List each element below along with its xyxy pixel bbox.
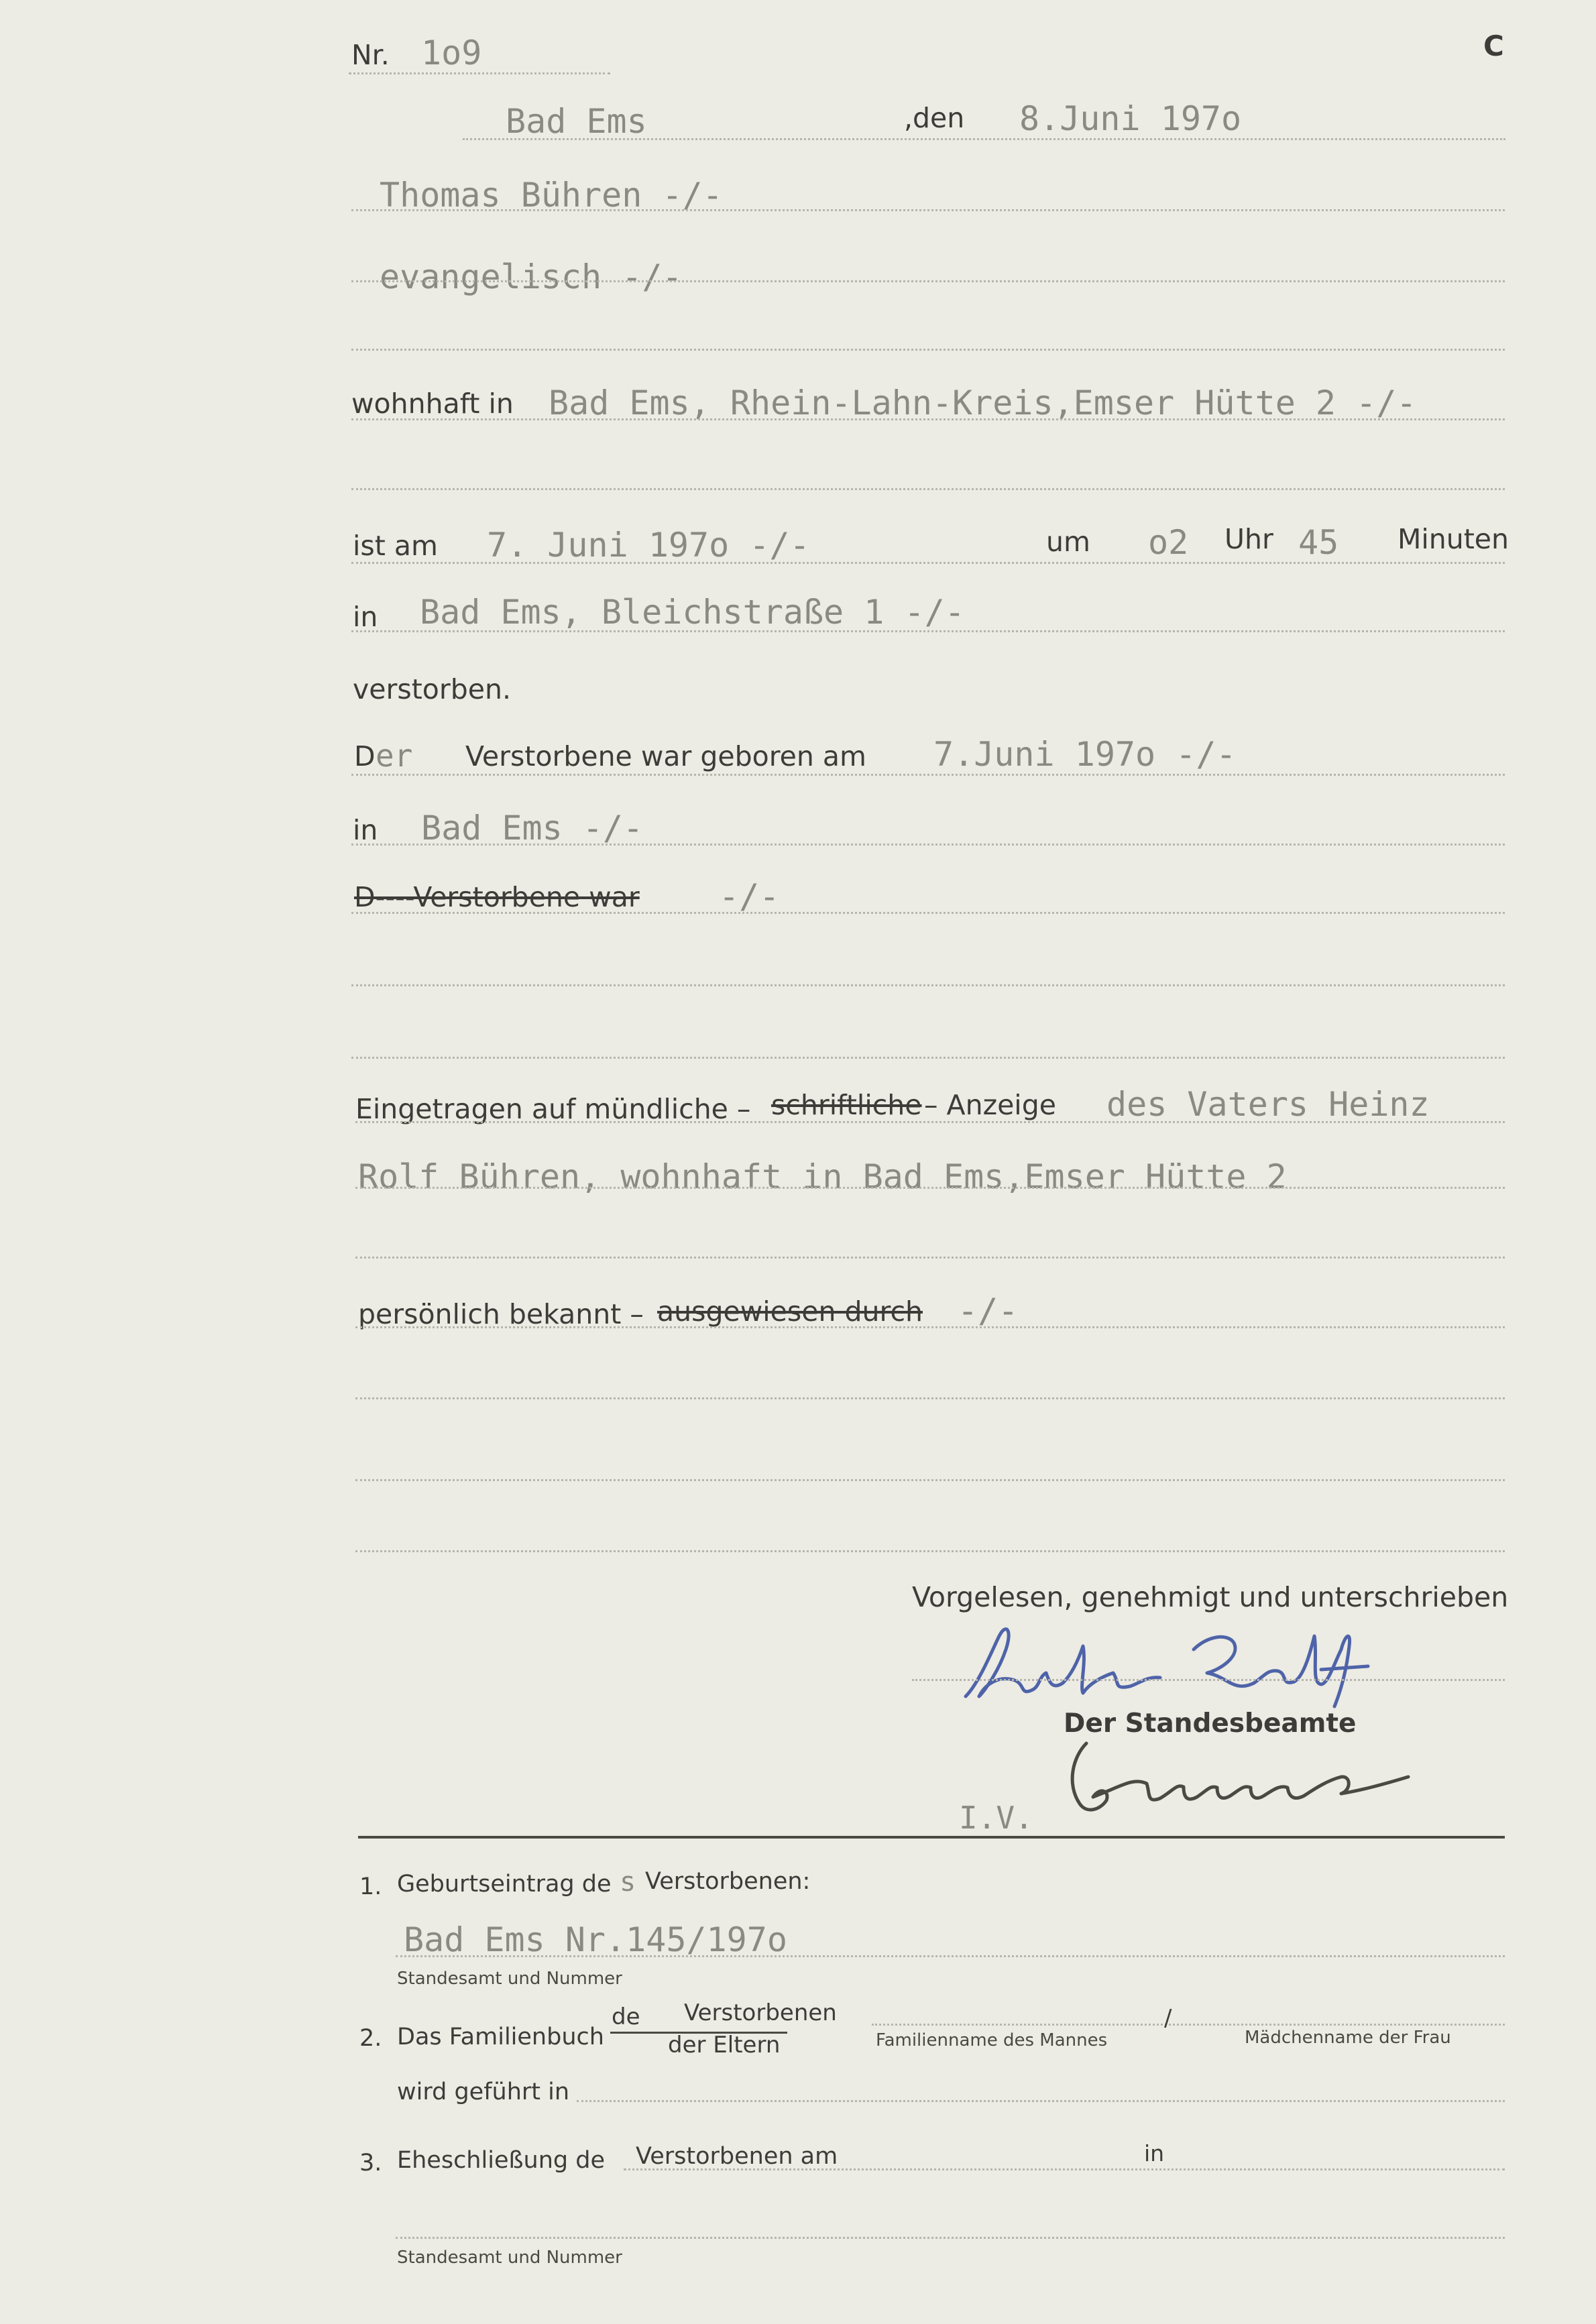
marriage-line xyxy=(624,2168,1505,2170)
um-label: um xyxy=(1046,526,1090,558)
family-book-verstorbenen: Verstorbenen xyxy=(684,1999,837,2026)
note-1-typed: s xyxy=(620,1867,636,1898)
birth-entry-line xyxy=(396,1955,1505,1957)
struck-line xyxy=(351,912,1505,914)
name-line xyxy=(351,209,1505,211)
birth-place-line xyxy=(351,844,1505,846)
family-book-names-line xyxy=(872,2024,1505,2026)
note-1-label-b: Verstorbenen: xyxy=(645,1868,811,1895)
blank-line-2 xyxy=(351,984,1505,986)
known-line xyxy=(355,1326,1505,1328)
registration-line-2 xyxy=(355,1187,1505,1189)
religion-line xyxy=(351,280,1505,282)
registration-label-start: Eingetragen auf mündliche – xyxy=(355,1093,751,1125)
birth-label: Verstorbene war geboren am xyxy=(465,740,866,772)
struck-value: -/- xyxy=(719,877,780,916)
standesamt-label-1: Standesamt und Nummer xyxy=(397,1969,622,1989)
family-book-kept-in-label: wird geführt in xyxy=(397,2079,570,2105)
den-label: ,den xyxy=(904,102,965,134)
residence-line-2 xyxy=(351,488,1505,490)
registration-label-end: – Anzeige xyxy=(924,1089,1056,1121)
religion: evangelisch -/- xyxy=(380,257,683,296)
marriage-line-2 xyxy=(396,2237,1505,2239)
known-struck: ausgewiesen durch xyxy=(657,1295,923,1328)
registration-line-1 xyxy=(355,1121,1505,1123)
registration-value-2: Rolf Bühren, wohnhaft in Bad Ems,Emser Hütte 2 xyxy=(358,1157,1287,1196)
note-1-label-a: Geburtseintrag de xyxy=(397,1871,612,1898)
birth-d-typed: er xyxy=(376,738,413,774)
note-2-label: Das Familienbuch xyxy=(397,2024,604,2050)
birth-d-label: D xyxy=(354,740,376,772)
official-label: Der Standesbeamte xyxy=(1064,1708,1357,1739)
entry-number: 1o9 xyxy=(421,34,482,72)
maiden-name-wife-label: Mädchenname der Frau xyxy=(1245,2028,1451,2048)
residence-line xyxy=(351,418,1505,420)
read-approved-signed-label: Vorgelesen, genehmigt und unterschrieben xyxy=(912,1581,1509,1613)
registration-label-struck: schriftliche xyxy=(771,1089,922,1121)
blank-line-3 xyxy=(351,1057,1505,1059)
residence-value: Bad Ems, Rhein-Lahn-Kreis,Emser Hütte 2 -/- xyxy=(549,384,1417,422)
standesamt-label-2: Standesamt und Nummer xyxy=(397,2248,622,2268)
verstorben-label: verstorben. xyxy=(353,673,511,705)
family-name-husband-label: Familienname des Mannes xyxy=(876,2030,1108,2050)
corner-letter: C xyxy=(1483,30,1504,62)
death-place-line xyxy=(351,630,1505,632)
birth-place-label: in xyxy=(353,814,378,846)
death-date-label: ist am xyxy=(353,530,438,562)
family-book-slash: / xyxy=(1164,2005,1172,2032)
family-book-de: de xyxy=(612,2003,640,2030)
blank-line-5 xyxy=(355,1479,1505,1481)
date-value: 8.Juni 197o xyxy=(1019,99,1242,138)
birth-place: Bad Ems -/- xyxy=(421,809,644,848)
death-date-line xyxy=(351,562,1505,564)
registration-line-3 xyxy=(355,1257,1505,1259)
informant-signature-image xyxy=(939,1609,1395,1723)
death-place: Bad Ems, Bleichstraße 1 -/- xyxy=(420,593,965,632)
uhr-label: Uhr xyxy=(1224,523,1273,555)
entry-number-line xyxy=(349,72,610,74)
family-book-eltern: der Eltern xyxy=(668,2032,781,2058)
death-hour: o2 xyxy=(1148,523,1189,562)
blank-line-4 xyxy=(355,1397,1505,1399)
minuten-label: Minuten xyxy=(1398,523,1509,555)
known-value: -/- xyxy=(958,1291,1019,1330)
note-2-number: 2. xyxy=(359,2025,382,2052)
known-label: persönlich bekannt – xyxy=(358,1298,644,1330)
residence-label: wohnhaft in xyxy=(351,388,514,420)
blank-line-6 xyxy=(355,1550,1505,1552)
registration-value-1: des Vaters Heinz xyxy=(1106,1085,1430,1124)
note-3-in: in xyxy=(1144,2140,1165,2166)
death-minutes: 45 xyxy=(1298,523,1339,562)
death-place-label: in xyxy=(353,601,378,633)
birth-date: 7.Juni 197o -/- xyxy=(933,735,1237,774)
struck-label: D----Verstorbene war xyxy=(354,881,640,913)
informant-signature-line xyxy=(912,1679,1505,1681)
death-date: 7. Juni 197o -/- xyxy=(487,526,810,565)
note-3-label-b: Verstorbenen am xyxy=(636,2143,838,2170)
nr-label: Nr. xyxy=(351,39,390,71)
section-divider xyxy=(358,1836,1505,1839)
family-book-kept-line xyxy=(577,2100,1505,2102)
birth-date-line xyxy=(351,774,1505,776)
note-3-label: Eheschließung de xyxy=(397,2147,605,2174)
place-date-line xyxy=(463,138,1505,140)
deceased-name: Thomas Bühren -/- xyxy=(380,176,723,215)
note-3-number: 3. xyxy=(359,2150,382,2176)
birth-entry-value: Bad Ems Nr.145/197o xyxy=(404,1920,787,1959)
note-1-number: 1. xyxy=(359,1873,382,1900)
iv-label: I.V. xyxy=(959,1800,1033,1836)
official-signature-image xyxy=(1046,1723,1448,1831)
place-value: Bad Ems xyxy=(506,102,647,141)
blank-line xyxy=(351,349,1505,351)
